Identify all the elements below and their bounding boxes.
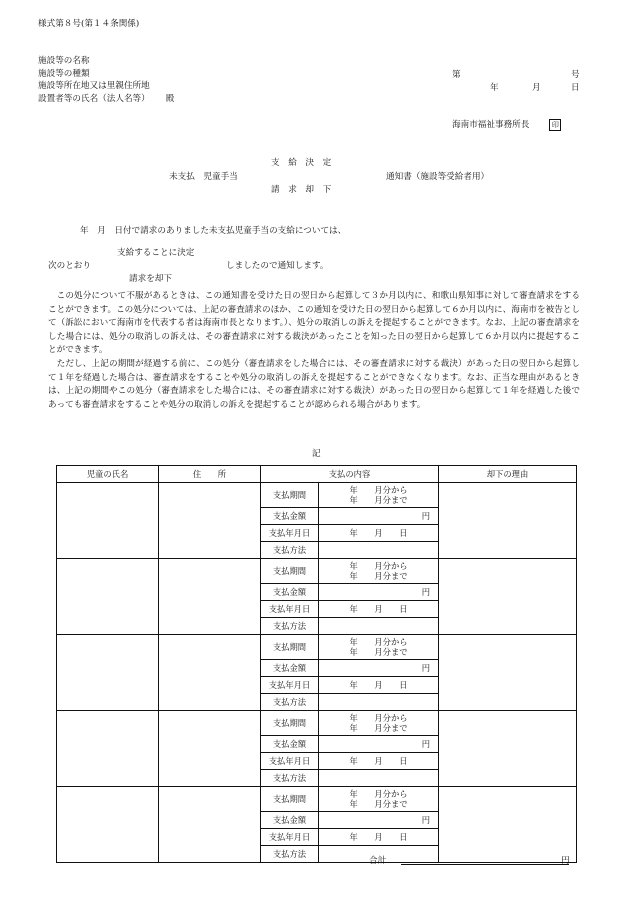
label-payment-period: 支払期間 [261,711,319,736]
period-from: 年 月分から [349,713,408,723]
period-to: 年 月分まで [349,571,408,581]
recipient-block [38,55,174,105]
total-amount-field[interactable] [401,864,569,865]
payment-period-cell[interactable] [319,559,439,584]
child-name-cell[interactable] [57,635,159,711]
address-cell[interactable] [159,711,261,787]
label-payment-date: 支払年月日 [261,677,319,694]
label-payment-period: 支払期間 [261,787,319,812]
payment-date-cell[interactable]: 年 月 日 [319,525,439,542]
payment-date-cell[interactable]: 年 月 日 [319,601,439,618]
seal-mark: 印 [549,119,561,131]
date-year: 年 [490,83,499,93]
payment-table [56,465,577,863]
label-payment-method: 支払方法 [261,694,319,711]
title-left: 未支払 児童手当 [169,172,238,182]
address-cell[interactable] [159,559,261,635]
honorific: 殿 [165,93,175,104]
payment-method-cell[interactable] [319,694,439,711]
payment-amount-cell[interactable]: 円 [319,660,439,677]
payment-amount-cell[interactable]: 円 [319,584,439,601]
header-payment-content: 支払の内容 [261,466,439,483]
payment-amount-cell[interactable]: 円 [319,812,439,829]
payment-period-cell[interactable] [319,787,439,812]
period-from: 年 月分から [349,485,408,495]
form-number: 様式第８号(第１４条関係) [38,19,140,29]
payment-date-cell[interactable]: 年 月 日 [319,753,439,770]
date-month: 月 [532,83,541,93]
table-row [57,559,577,584]
period-to: 年 月分まで [349,799,408,809]
payment-amount-cell[interactable]: 円 [319,508,439,525]
payment-period-cell[interactable] [319,711,439,736]
intro-option-reject: 請求を却下 [129,274,172,284]
table-header-row [57,466,577,483]
header-child-name: 児童の氏名 [57,466,159,483]
recipient-label-facility-name: 施設等の名称 [38,56,90,66]
total-unit: 円 [561,856,570,866]
label-payment-amount: 支払金額 [261,508,319,525]
recipient-label-address: 施設等所在地又は里親住所地 [38,81,150,91]
child-name-cell[interactable] [57,483,159,559]
label-payment-date: 支払年月日 [261,525,319,542]
table-row [57,787,577,812]
label-payment-date: 支払年月日 [261,601,319,618]
recipient-label-owner-name: 設置者等の氏名（法人名等） 殿 [38,93,175,104]
child-name-cell[interactable] [57,559,159,635]
rejection-reason-cell[interactable] [439,635,577,711]
payment-amount-cell[interactable]: 円 [319,736,439,753]
rejection-reason-cell[interactable] [439,559,577,635]
address-cell[interactable] [159,483,261,559]
rejection-reason-cell[interactable] [439,483,577,559]
rejection-reason-cell[interactable] [439,711,577,787]
payment-date-cell[interactable]: 年 月 日 [319,829,439,846]
label-payment-method: 支払方法 [261,618,319,635]
title-option-rejection: 請 求 却 下 [271,185,332,195]
table-row [57,711,577,736]
period-from: 年 月分から [349,637,408,647]
label-payment-date: 支払年月日 [261,829,319,846]
label-payment-method: 支払方法 [261,542,319,559]
intro-left: 次のとおり [48,261,91,271]
total-label: 合計 [369,856,387,866]
header-rejection-reason: 却下の理由 [439,466,577,483]
notice-paragraph-1: この処分について不服があるときは、この通知書を受けた日の翌日から起算して３か月以内に、和歌山県知事に対して審査請求をすることができます。この処分については、上記の審査請求のほか、この通知を受けた日の翌日から起算して６か月以内に、海南市を被告として（訴訟において海南市を代表する者は海南市長となります。）、処分の取消しの訴えを提起することができます。なお、上記の審査請求をした場合には、処分の取消しの訴えは、その審査請求に対する裁決があったことを知った日の翌日から起算して６か月以内に提起することができます。 [48,291,580,356]
intro-line: 年 月 日付で請求のありました未支払児童手当の支給については、 [80,226,347,236]
label-payment-method: 支払方法 [261,770,319,787]
payment-period-cell[interactable] [319,635,439,660]
payment-method-cell[interactable] [319,542,439,559]
intro-option-pay: 支給することに決定 [117,248,195,258]
period-from: 年 月分から [349,561,408,571]
payment-method-cell[interactable] [319,770,439,787]
title-option-decision: 支 給 決 定 [271,158,332,168]
period-to: 年 月分まで [349,647,408,657]
intro-right: しましたので通知します。 [226,261,329,271]
ki-mark: 記 [312,449,321,459]
period-from: 年 月分から [349,789,408,799]
notice-paragraph-2: ただし、上記の期間が経過する前に、この処分（審査請求をした場合には、その審査請求に対する裁決）があった日の翌日から起算して１年を経過した場合は、審査請求をすることや処分の取消しの訴えを提起することができなくなります。なお、正当な理由があるときは、上記の期間やこの処分（審査請求をした場合には、その審査請求に対する裁決）があった日の翌日から起算して１年を経過した後であっても審査請求をすることや処分の取消しの訴えを提起することが認められる場合があります。 [48,358,580,410]
child-name-cell[interactable] [57,787,159,863]
label-payment-date: 支払年月日 [261,753,319,770]
table-row [57,635,577,660]
doc-number-prefix: 第 [452,70,461,80]
label-payment-amount: 支払金額 [261,736,319,753]
label-payment-period: 支払期間 [261,559,319,584]
period-to: 年 月分まで [349,495,408,505]
payment-date-cell[interactable]: 年 月 日 [319,677,439,694]
date-day: 日 [571,83,580,93]
address-cell[interactable] [159,635,261,711]
header-address: 住 所 [159,466,261,483]
rejection-reason-cell[interactable] [439,787,577,863]
label-payment-amount: 支払金額 [261,812,319,829]
issuer-line [452,118,561,131]
payment-method-cell[interactable] [319,618,439,635]
child-name-cell[interactable] [57,711,159,787]
label-payment-period: 支払期間 [261,483,319,508]
notice-text [48,290,580,412]
label-payment-amount: 支払金額 [261,660,319,677]
title-right: 通知書（施設等受給者用） [386,172,490,182]
doc-number-suffix: 号 [571,70,580,80]
payment-period-cell[interactable] [319,483,439,508]
period-to: 年 月分まで [349,723,408,733]
label-payment-period: 支払期間 [261,635,319,660]
table-row [57,483,577,508]
address-cell[interactable] [159,787,261,863]
recipient-label-facility-type: 施設等の種類 [38,68,90,79]
label-payment-amount: 支払金額 [261,584,319,601]
label-payment-method: 支払方法 [261,846,319,863]
issuer: 海南市福祉事務所長 [452,120,530,130]
